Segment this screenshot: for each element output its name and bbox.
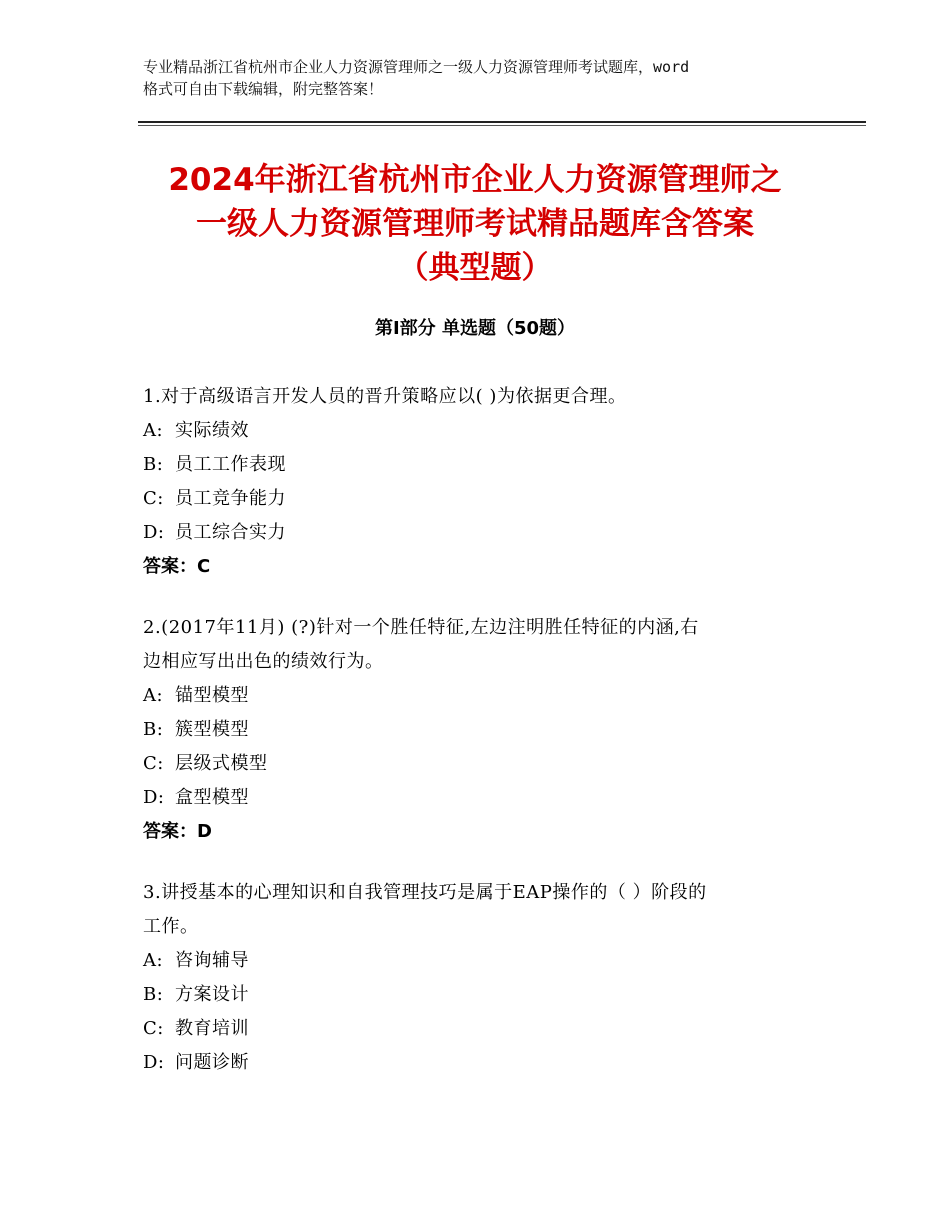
- section-title: 第Ⅰ部分 单选题（50题）: [374, 318, 575, 339]
- option-letter: A:: [143, 420, 164, 441]
- option-text: 问题诊断: [175, 1052, 249, 1073]
- option-text: 簇型模型: [175, 719, 249, 740]
- option-text: 盒型模型: [175, 787, 249, 808]
- answer-option: [143, 516, 813, 550]
- header-note-line-1: 专业精品浙江省杭州市企业人力资源管理师之一级人力资源管理师考试题库，word: [143, 58, 690, 76]
- option-letter: B:: [143, 454, 164, 475]
- answer-option: [143, 781, 813, 815]
- option-letter: C:: [143, 488, 164, 509]
- option-text: 方案设计: [175, 984, 249, 1005]
- option-letter: C:: [143, 753, 164, 774]
- answer-option: [143, 482, 813, 516]
- question-stem-line: 工作。: [143, 916, 199, 937]
- title-line-3: （典型题）: [397, 250, 553, 286]
- option-text: 咨询辅导: [175, 950, 249, 971]
- answer-option: [143, 1046, 813, 1080]
- option-letter: A:: [143, 950, 164, 971]
- question-item: [143, 876, 813, 1080]
- document-title: [120, 158, 830, 290]
- question-item: [143, 611, 813, 849]
- option-text: 教育培训: [175, 1018, 249, 1039]
- answer-value: D: [197, 821, 212, 842]
- answer-value: C: [197, 556, 211, 577]
- question-stem: [143, 380, 813, 414]
- header-note-line-2: 格式可自由下载编辑，附完整答案！: [143, 80, 384, 98]
- answer-option: [143, 1012, 813, 1046]
- option-letter: D:: [143, 1052, 165, 1073]
- answer-option: [143, 679, 813, 713]
- question-stem: [143, 611, 813, 679]
- question-stem: [143, 876, 813, 944]
- question-stem-line: 3.讲授基本的心理知识和自我管理技巧是属于EAP操作的（ ）阶段的: [143, 882, 707, 903]
- option-letter: B:: [143, 984, 164, 1005]
- answer-option: [143, 747, 813, 781]
- option-letter: A:: [143, 685, 164, 706]
- option-letter: D:: [143, 522, 165, 543]
- answer-option: [143, 414, 813, 448]
- header-divider-thick: [138, 121, 866, 123]
- question-item: [143, 380, 813, 584]
- question-stem-line: 1.对于高级语言开发人员的晋升策略应以( )为依据更合理。: [143, 386, 627, 407]
- option-text: 锚型模型: [175, 685, 249, 706]
- answer-option: [143, 944, 813, 978]
- title-line-2: 一级人力资源管理师考试精品题库含答案: [196, 206, 754, 242]
- header-divider-thin: [138, 125, 866, 126]
- answer-option: [143, 448, 813, 482]
- question-stem-line: 边相应写出出色的绩效行为。: [143, 651, 384, 672]
- option-text: 员工综合实力: [175, 522, 286, 543]
- answer-label: 答案：: [143, 556, 197, 577]
- header-note: [143, 56, 823, 100]
- answer-label: 答案：: [143, 821, 197, 842]
- option-letter: C:: [143, 1018, 164, 1039]
- question-stem-line: 2.(2017年11月) (?)针对一个胜任特征,左边注明胜任特征的内涵,右: [143, 617, 699, 638]
- answer-option: [143, 713, 813, 747]
- answer-line: [143, 550, 813, 584]
- answer-line: [143, 815, 813, 849]
- option-text: 员工工作表现: [175, 454, 286, 475]
- option-letter: D:: [143, 787, 165, 808]
- option-text: 员工竞争能力: [175, 488, 286, 509]
- option-letter: B:: [143, 719, 164, 740]
- question-list: [143, 380, 813, 1107]
- option-text: 层级式模型: [175, 753, 268, 774]
- answer-option: [143, 978, 813, 1012]
- title-line-1: 2024年浙江省杭州市企业人力资源管理师之: [168, 162, 782, 198]
- option-text: 实际绩效: [175, 420, 249, 441]
